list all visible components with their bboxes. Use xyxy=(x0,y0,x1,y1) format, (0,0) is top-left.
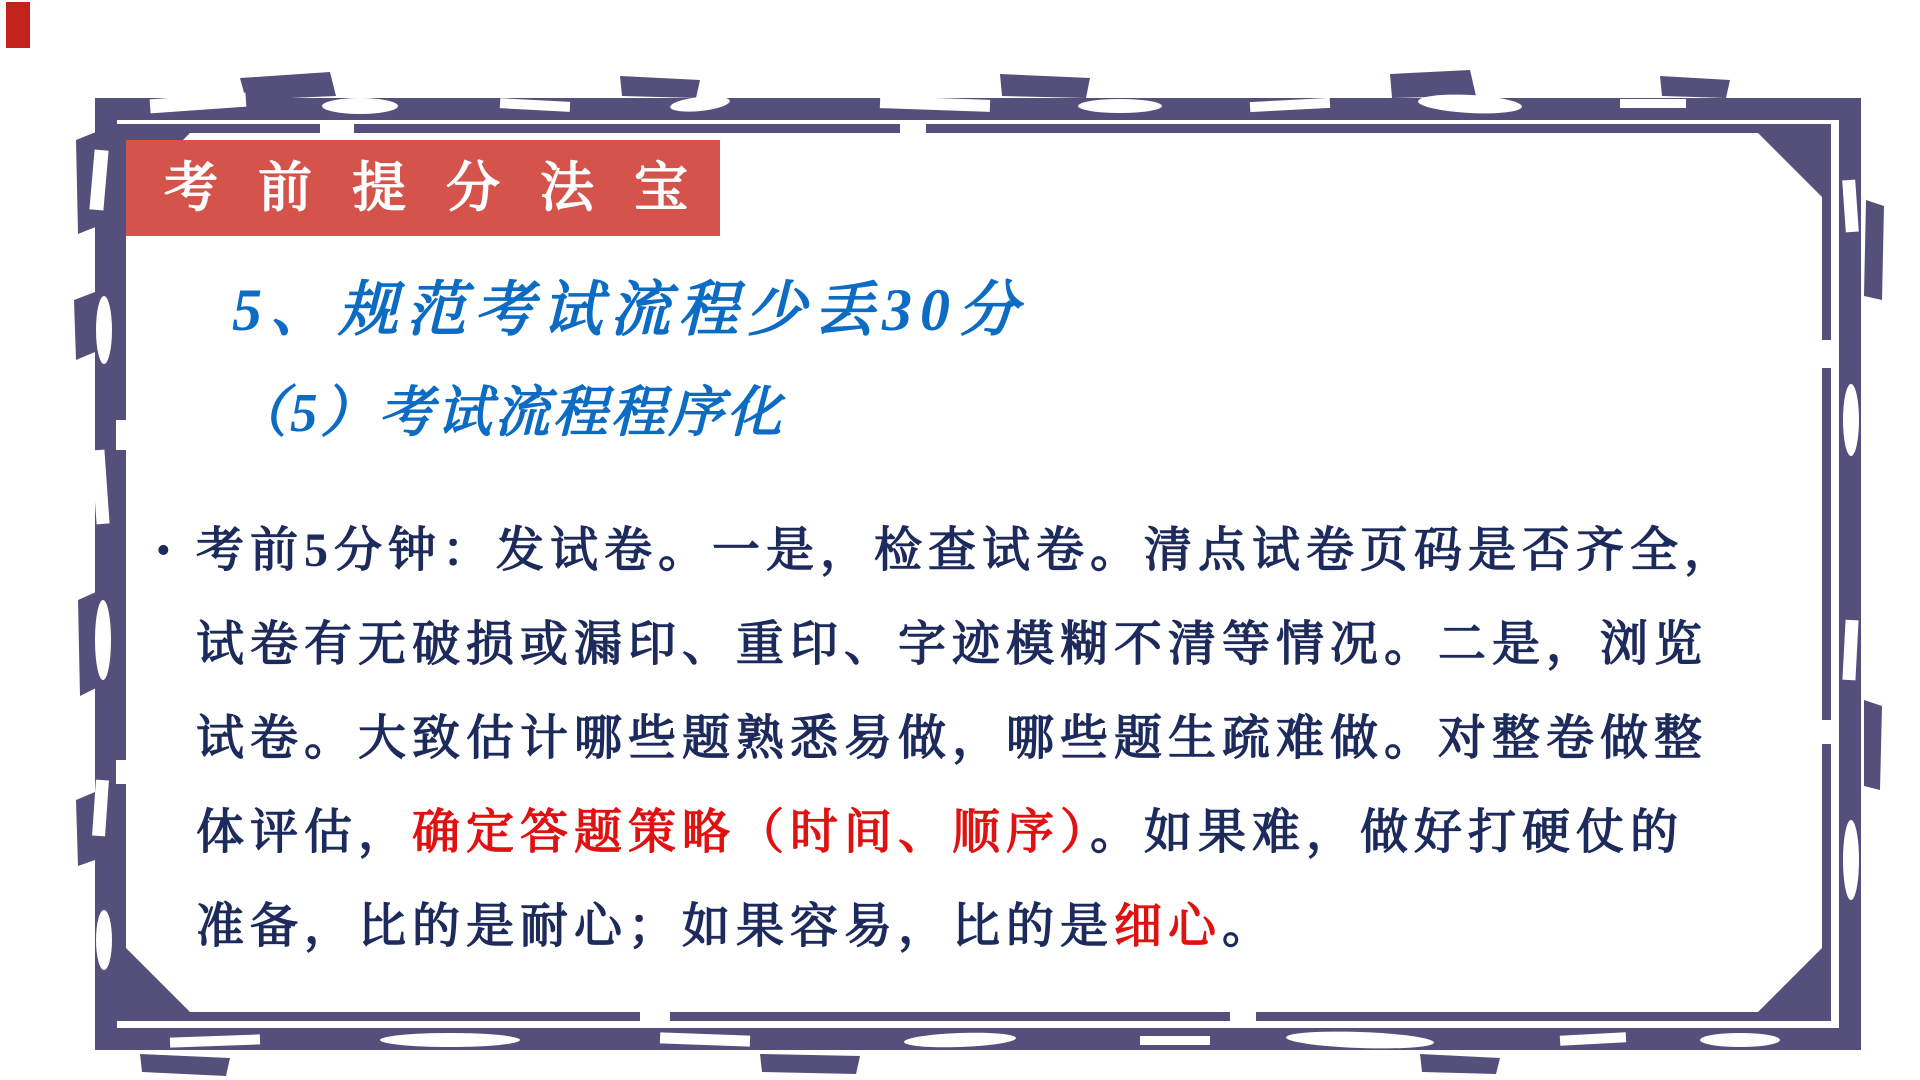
body-text-segment: 试卷。大致估计哪些题熟悉易做，哪些题生疏难做。对整卷做整 xyxy=(196,712,1709,765)
body-line-1 xyxy=(196,516,1738,586)
title-bar xyxy=(126,140,728,236)
body-line-4 xyxy=(196,798,1684,868)
title-text: 考前提分法宝 xyxy=(164,158,728,218)
body-text-segment: 试卷有无破损或漏印、重印、字迹模糊不清等情况。二是，浏览 xyxy=(196,618,1709,671)
bullet-marker: • xyxy=(156,528,171,574)
body-text-segment: 准备，比的是耐心；如果容易，比的是 xyxy=(196,900,1115,953)
body-line-2 xyxy=(196,610,1708,680)
body-line-5 xyxy=(196,892,1276,962)
body-text-segment: 考前5分钟：发试卷。一是，检查试卷。清点试卷页码是否齐全， xyxy=(196,524,1739,577)
body-line-3 xyxy=(196,704,1708,774)
highlighted-text: 确定答题策略（时间、顺序） xyxy=(412,806,1091,859)
body-text-segment: 体评估， xyxy=(196,806,413,859)
corner-mark xyxy=(6,2,30,48)
highlighted-text: 细心 xyxy=(1114,900,1223,953)
heading-subsection: （5）考试流程程序化 xyxy=(232,382,785,443)
heading-section-number: 5、规范考试流程少丢30分 xyxy=(232,277,1026,343)
body-text-segment: 。如果难，做好打硬仗的 xyxy=(1090,806,1685,859)
body-text-segment: 。 xyxy=(1222,900,1277,953)
